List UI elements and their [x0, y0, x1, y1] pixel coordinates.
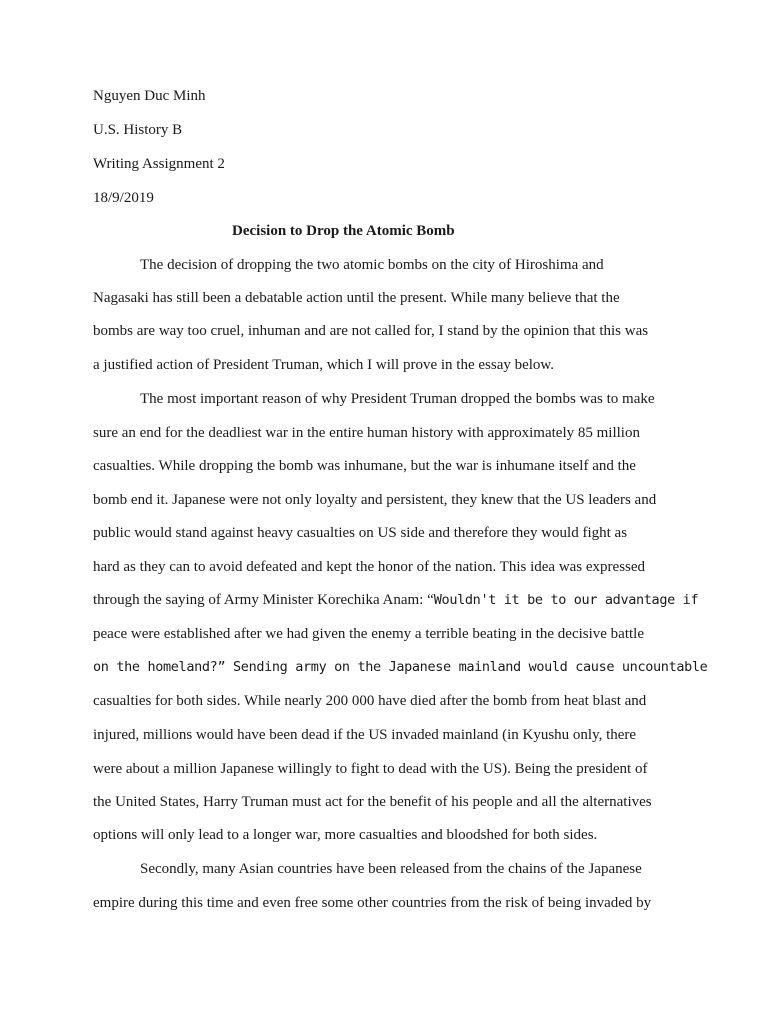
body-line: empire during this time and even free some other countries from the risk of being invaded by — [93, 895, 652, 911]
body-line: a justified action of President Truman, which I will prove in the essay below. — [93, 357, 555, 373]
body-line: peace were established after we had given the enemy a terrible beating in the decisive battle — [93, 626, 645, 642]
body-line: were about a million Japanese willingly to fight to dead with the US). Being the president of — [93, 761, 648, 777]
body-text-mono: Sending army on the Japanese mainland would cause uncountable — [225, 659, 708, 675]
course-name: U.S. History B — [93, 122, 183, 138]
assignment-name: Writing Assignment 2 — [93, 156, 225, 172]
body-line: casualties. While dropping the bomb was inhumane, but the war is inhumane itself and the — [93, 458, 636, 474]
body-line: bomb end it. Japanese were not only loyalty and persistent, they knew that the US leaders and — [93, 492, 657, 508]
body-line: casualties for both sides. While nearly 200 000 have died after the bomb from heat blast and — [93, 693, 647, 709]
body-line: bombs are way too cruel, inhuman and are not called for, I stand by the opinion that this was — [93, 323, 649, 339]
body-line: public would stand against heavy casualties on US side and therefore they would fight as — [93, 525, 628, 541]
body-line: options will only lead to a longer war, more casualties and bloodshed for both sides. — [93, 827, 598, 843]
body-line: injured, millions would have been dead if the US invaded mainland (in Kyushu only, there — [93, 727, 637, 743]
author-name: Nguyen Duc Minh — [93, 88, 206, 104]
body-line: Secondly, many Asian countries have been released from the chains of the Japanese — [140, 861, 642, 877]
body-line: hard as they can to avoid defeated and kept the honor of the nation. This idea was expressed — [93, 559, 646, 575]
body-line: Nagasaki has still been a debatable action until the present. While many believe that the — [93, 290, 620, 306]
document-date: 18/9/2019 — [93, 190, 154, 206]
body-line: The decision of dropping the two atomic bombs on the city of Hiroshima and — [140, 257, 604, 273]
body-line-quote — [93, 658, 707, 676]
document-title: Decision to Drop the Atomic Bomb — [232, 223, 455, 239]
body-line: sure an end for the deadliest war in the entire human history with approximately 85 million — [93, 425, 640, 441]
body-line: the United States, Harry Truman must act for the benefit of his people and all the alternatives — [93, 794, 652, 810]
body-line: The most important reason of why President Truman dropped the bombs was to make — [140, 391, 655, 407]
body-line-quote — [93, 591, 698, 609]
quote-text: Wouldn't it be to our advantage if — [433, 592, 699, 608]
quote-text: on the homeland?” — [93, 659, 226, 675]
body-text: through the saying of Army Minister Korechika Anam: “ — [93, 592, 434, 608]
